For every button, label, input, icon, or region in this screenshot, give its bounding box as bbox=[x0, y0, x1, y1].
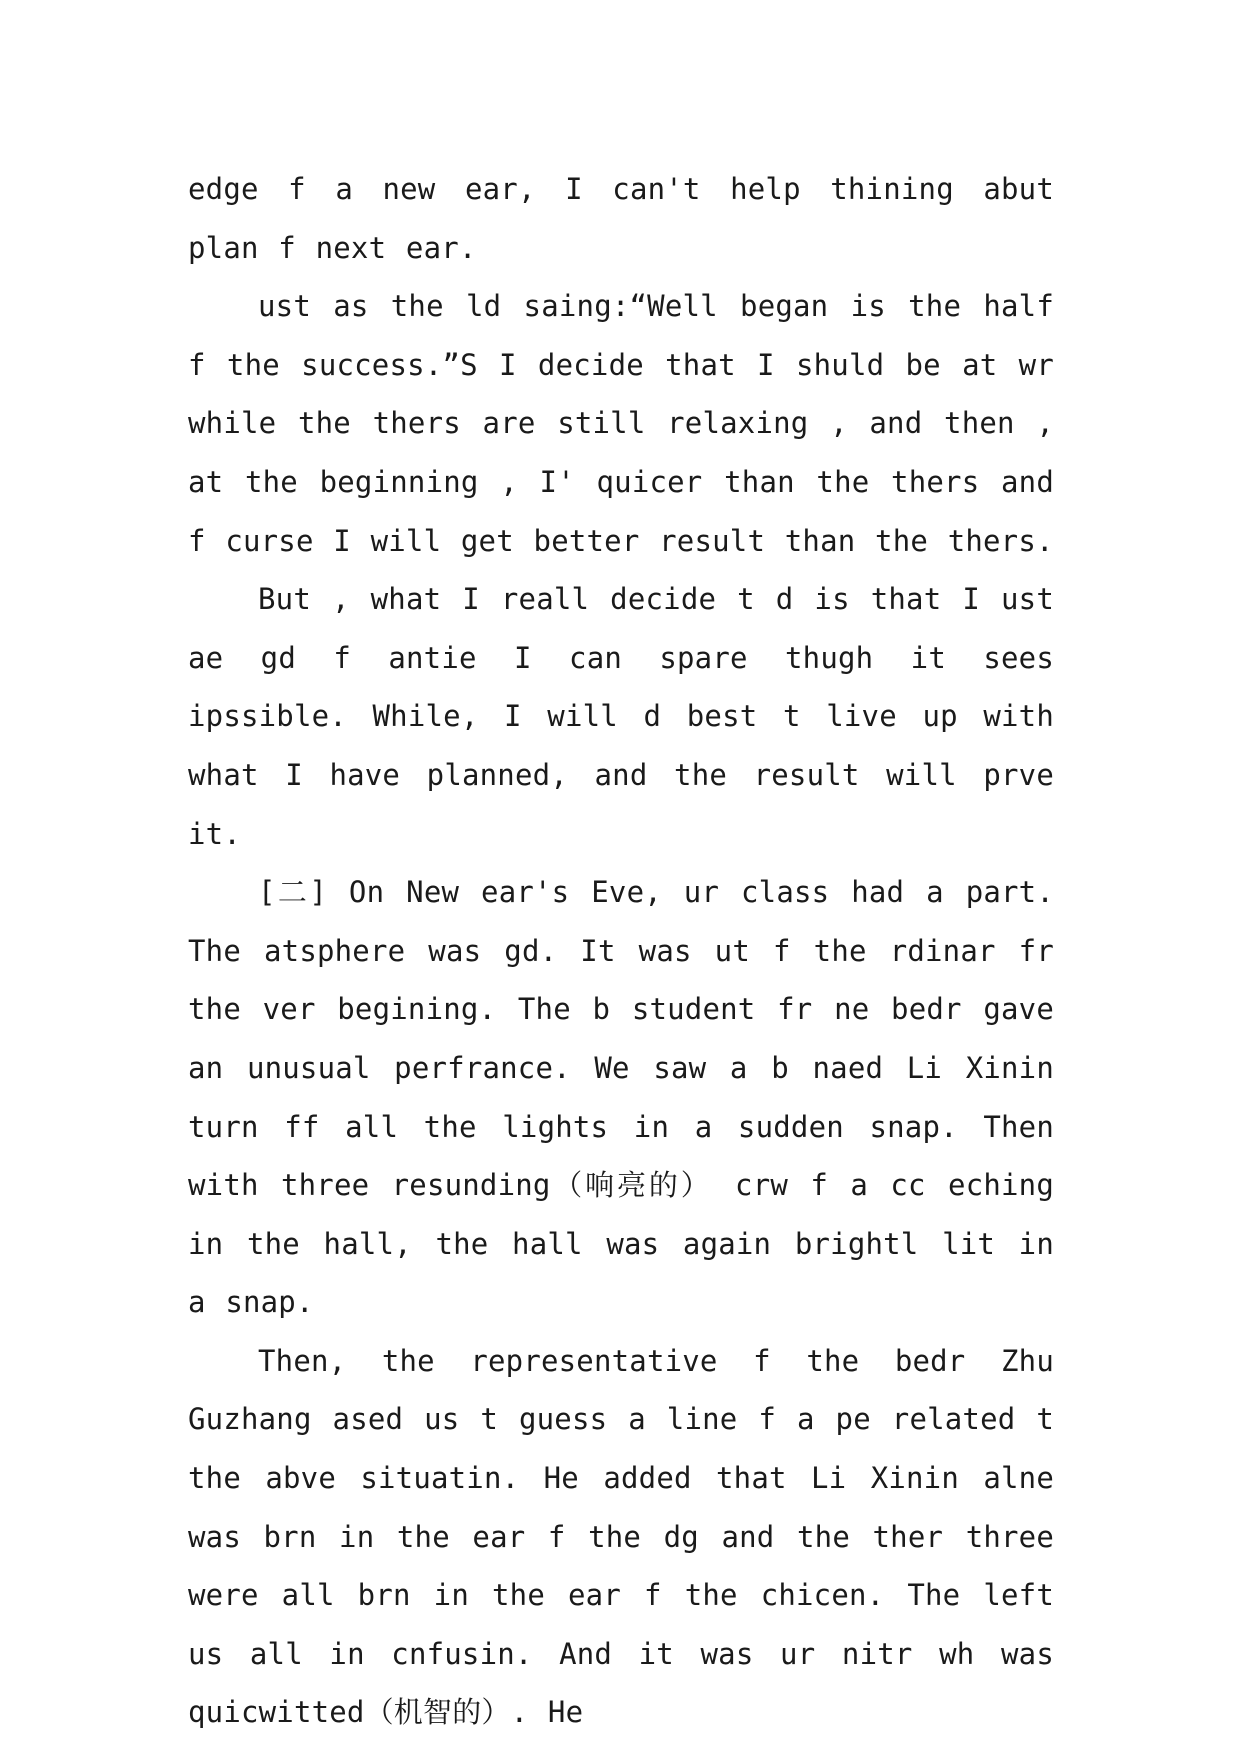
body-text bbox=[188, 160, 1054, 1742]
paragraph-4: [二] On New ear's Eve, ur class had a part. The atsphere was gd. It was ut f the rdinar fr the ver begining. The b student fr ne bedr gave an unusual perfrance. We saw a b naed Li Xinin turn ff all the lights in a sudden snap. Then with three resunding（响亮的） crw f a cc eching in the hall, the hall was again brightl lit in a snap. bbox=[188, 875, 1054, 1320]
paragraph-3: But , what I reall decide t d is that I ust ae gd f antie I can spare thugh it sees ipssible. While, I will d best t live up with what I have planned, and the result will prve it. bbox=[188, 582, 1054, 851]
paragraph-5: Then, the representative f the bedr Zhu Guzhang ased us t guess a line f a pe related t the abve situatin. He added that Li Xinin alne was brn in the ear f the dg and the ther three were all brn in the ear f the chicen. The left us all in cnfusin. And it was ur nitr wh was quicwitted（机智的）. He bbox=[188, 1343, 1054, 1730]
paragraph-1: edge f a new ear, I can't help thining abut plan f next ear. bbox=[188, 172, 1054, 265]
paragraph-2: ust as the ld saing:“Well began is the half f the success.”S I decide that I shuld be at wr while the thers are still relaxing , and then , at the beginning , I' quicer than the thers and f curse I will get better result than the thers. bbox=[188, 289, 1054, 558]
